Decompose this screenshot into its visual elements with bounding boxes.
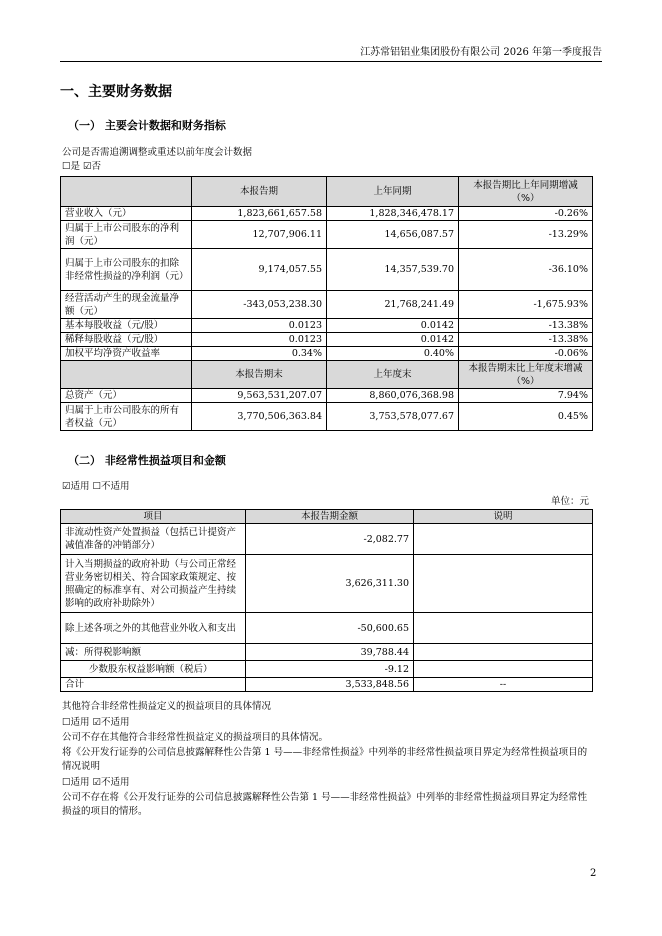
restate-question: 公司是否需追溯调整或重述以前年度会计数据 [62, 147, 253, 158]
cell-value: 0.34% [192, 347, 327, 361]
cell-value: -13.29% [459, 221, 593, 249]
cell-note [414, 613, 593, 644]
subsection-title-2: （二） 非经常性损益项目和金额 [68, 454, 226, 467]
cell-note [414, 661, 593, 678]
cell-value: -0.26% [459, 207, 593, 221]
cell-note [414, 555, 593, 613]
row-label: 减：所得税影响额 [61, 644, 246, 661]
row-label: 计入当期损益的政府补助（与公司正常经营业务密切相关、符合国家政策规定、按照确定的标准享有、对公司损益产生持续影响的政府补助除外） [61, 555, 246, 613]
table-header-cell [61, 177, 192, 207]
note-option-2: ☐适用 ☑不适用 [62, 777, 130, 788]
cell-note: -- [414, 678, 593, 692]
table-header-cell: 上年度末 [327, 361, 459, 389]
row-label: 经营活动产生的现金流量净额（元） [61, 291, 192, 319]
cell-value: -1,675.93% [459, 291, 593, 319]
table-row [61, 555, 593, 613]
cell-value: 7.94% [459, 389, 593, 403]
table-row [61, 613, 593, 644]
subsection-title-1: （一） 主要会计数据和财务指标 [68, 119, 226, 132]
note-text-2: 公司不存在将《公开发行证券的公司信息披露解释性公告第 1 号——非经常性损益》中列举的非经常性损益项目界定为经常性损益的项目的情形。 [62, 792, 588, 817]
row-label: 稀释每股收益（元/股） [61, 333, 192, 347]
cell-value: 3,770,506,363.84 [192, 403, 327, 431]
cell-value: 1,823,661,657.58 [192, 207, 327, 221]
section-title: 一、主要财务数据 [60, 84, 172, 100]
table-header-cell [61, 361, 192, 389]
header-rule [60, 61, 602, 62]
table-header-cell: 本报告期 [192, 177, 327, 207]
table-row [61, 221, 593, 249]
table-header-cell: 上年同期 [327, 177, 459, 207]
table-row [61, 333, 593, 347]
financial-data-table [60, 176, 593, 431]
cell-value: 14,357,539.70 [327, 249, 459, 291]
row-label: 加权平均净资产收益率 [61, 347, 192, 361]
cell-value: 9,563,531,207.07 [192, 389, 327, 403]
cell-value: 12,707,906.11 [192, 221, 327, 249]
cell-value: -343,053,238.30 [192, 291, 327, 319]
cell-value: 0.0142 [327, 319, 459, 333]
table-header-cell: 项目 [61, 510, 246, 524]
cell-value: -13.38% [459, 333, 593, 347]
restate-answer: ☐是 ☑否 [62, 161, 102, 172]
cell-value: 39,788.44 [246, 644, 414, 661]
cell-value: -9.12 [246, 661, 414, 678]
table-row [61, 403, 593, 431]
unit-label: 单位：元 [550, 496, 589, 507]
notes-block [62, 700, 592, 819]
note-text-1: 公司不存在其他符合非经常性损益定义的损益项目的具体情况。 [62, 732, 329, 743]
table-header-cell: 说明 [414, 510, 593, 524]
table-row [61, 291, 593, 319]
report-header: 江苏常铝铝业集团股份有限公司 2026 年第一季度报告 [360, 47, 602, 58]
row-label: 基本每股收益（元/股） [61, 319, 192, 333]
cell-value: 1,828,346,478.17 [327, 207, 459, 221]
cell-value: -2,082.77 [246, 524, 414, 555]
row-label: 归属于上市公司股东的扣除非经常性损益的净利润（元） [61, 249, 192, 291]
row-label: 合计 [61, 678, 246, 692]
table-header-cell: 本报告期金额 [246, 510, 414, 524]
applicable-option: ☑适用 ☐不适用 [62, 481, 130, 492]
table-header-cell: 本报告期末比上年度末增减（%） [459, 361, 593, 389]
cell-note [414, 644, 593, 661]
cell-note [414, 524, 593, 555]
cell-value: 3,753,578,077.67 [327, 403, 459, 431]
table-row [61, 644, 593, 661]
page-number: 2 [590, 868, 597, 879]
note-heading-2: 将《公开发行证券的公司信息披露解释性公告第 1 号——非经常性损益》中列举的非经常性损益项目界定为经常性损益项目的情况说明 [62, 747, 588, 772]
row-label: 营业收入（元） [61, 207, 192, 221]
cell-value: 0.40% [327, 347, 459, 361]
table-row [61, 347, 593, 361]
cell-value: -36.10% [459, 249, 593, 291]
cell-value: -13.38% [459, 319, 593, 333]
row-label: 非流动性资产处置损益（包括已计提资产减值准备的冲销部分） [61, 524, 246, 555]
cell-value: 0.45% [459, 403, 593, 431]
table-row [61, 319, 593, 333]
note-heading-1: 其他符合非经常性损益定义的损益项目的具体情况 [62, 701, 272, 712]
note-option-1: ☐适用 ☑不适用 [62, 717, 130, 728]
table-header-row [61, 361, 593, 389]
row-label: 除上述各项之外的其他营业外收入和支出 [61, 613, 246, 644]
cell-value: 8,860,076,368.98 [327, 389, 459, 403]
table-row [61, 678, 593, 692]
cell-value: 3,626,311.30 [246, 555, 414, 613]
cell-value: 0.0142 [327, 333, 459, 347]
table-row [61, 524, 593, 555]
cell-value: 21,768,241.49 [327, 291, 459, 319]
row-label: 归属于上市公司股东的所有者权益（元） [61, 403, 192, 431]
cell-value: 0.0123 [192, 333, 327, 347]
cell-value: 9,174,057.55 [192, 249, 327, 291]
table-row [61, 661, 593, 678]
table-header-row [61, 177, 593, 207]
table-row [61, 249, 593, 291]
cell-value: -50,600.65 [246, 613, 414, 644]
table-header-cell: 本报告期比上年同期增减（%） [459, 177, 593, 207]
row-label: 总资产（元） [61, 389, 192, 403]
cell-value: 3,533,848.56 [246, 678, 414, 692]
row-label: 归属于上市公司股东的净利润（元） [61, 221, 192, 249]
non-recurring-table [60, 509, 593, 692]
cell-value: 0.0123 [192, 319, 327, 333]
row-label: 少数股东权益影响额（税后） [61, 661, 246, 678]
table-header-cell: 本报告期末 [192, 361, 327, 389]
cell-value: 14,656,087.57 [327, 221, 459, 249]
table-header-row [61, 510, 593, 524]
cell-value: -0.06% [459, 347, 593, 361]
table-row [61, 389, 593, 403]
table-row [61, 207, 593, 221]
